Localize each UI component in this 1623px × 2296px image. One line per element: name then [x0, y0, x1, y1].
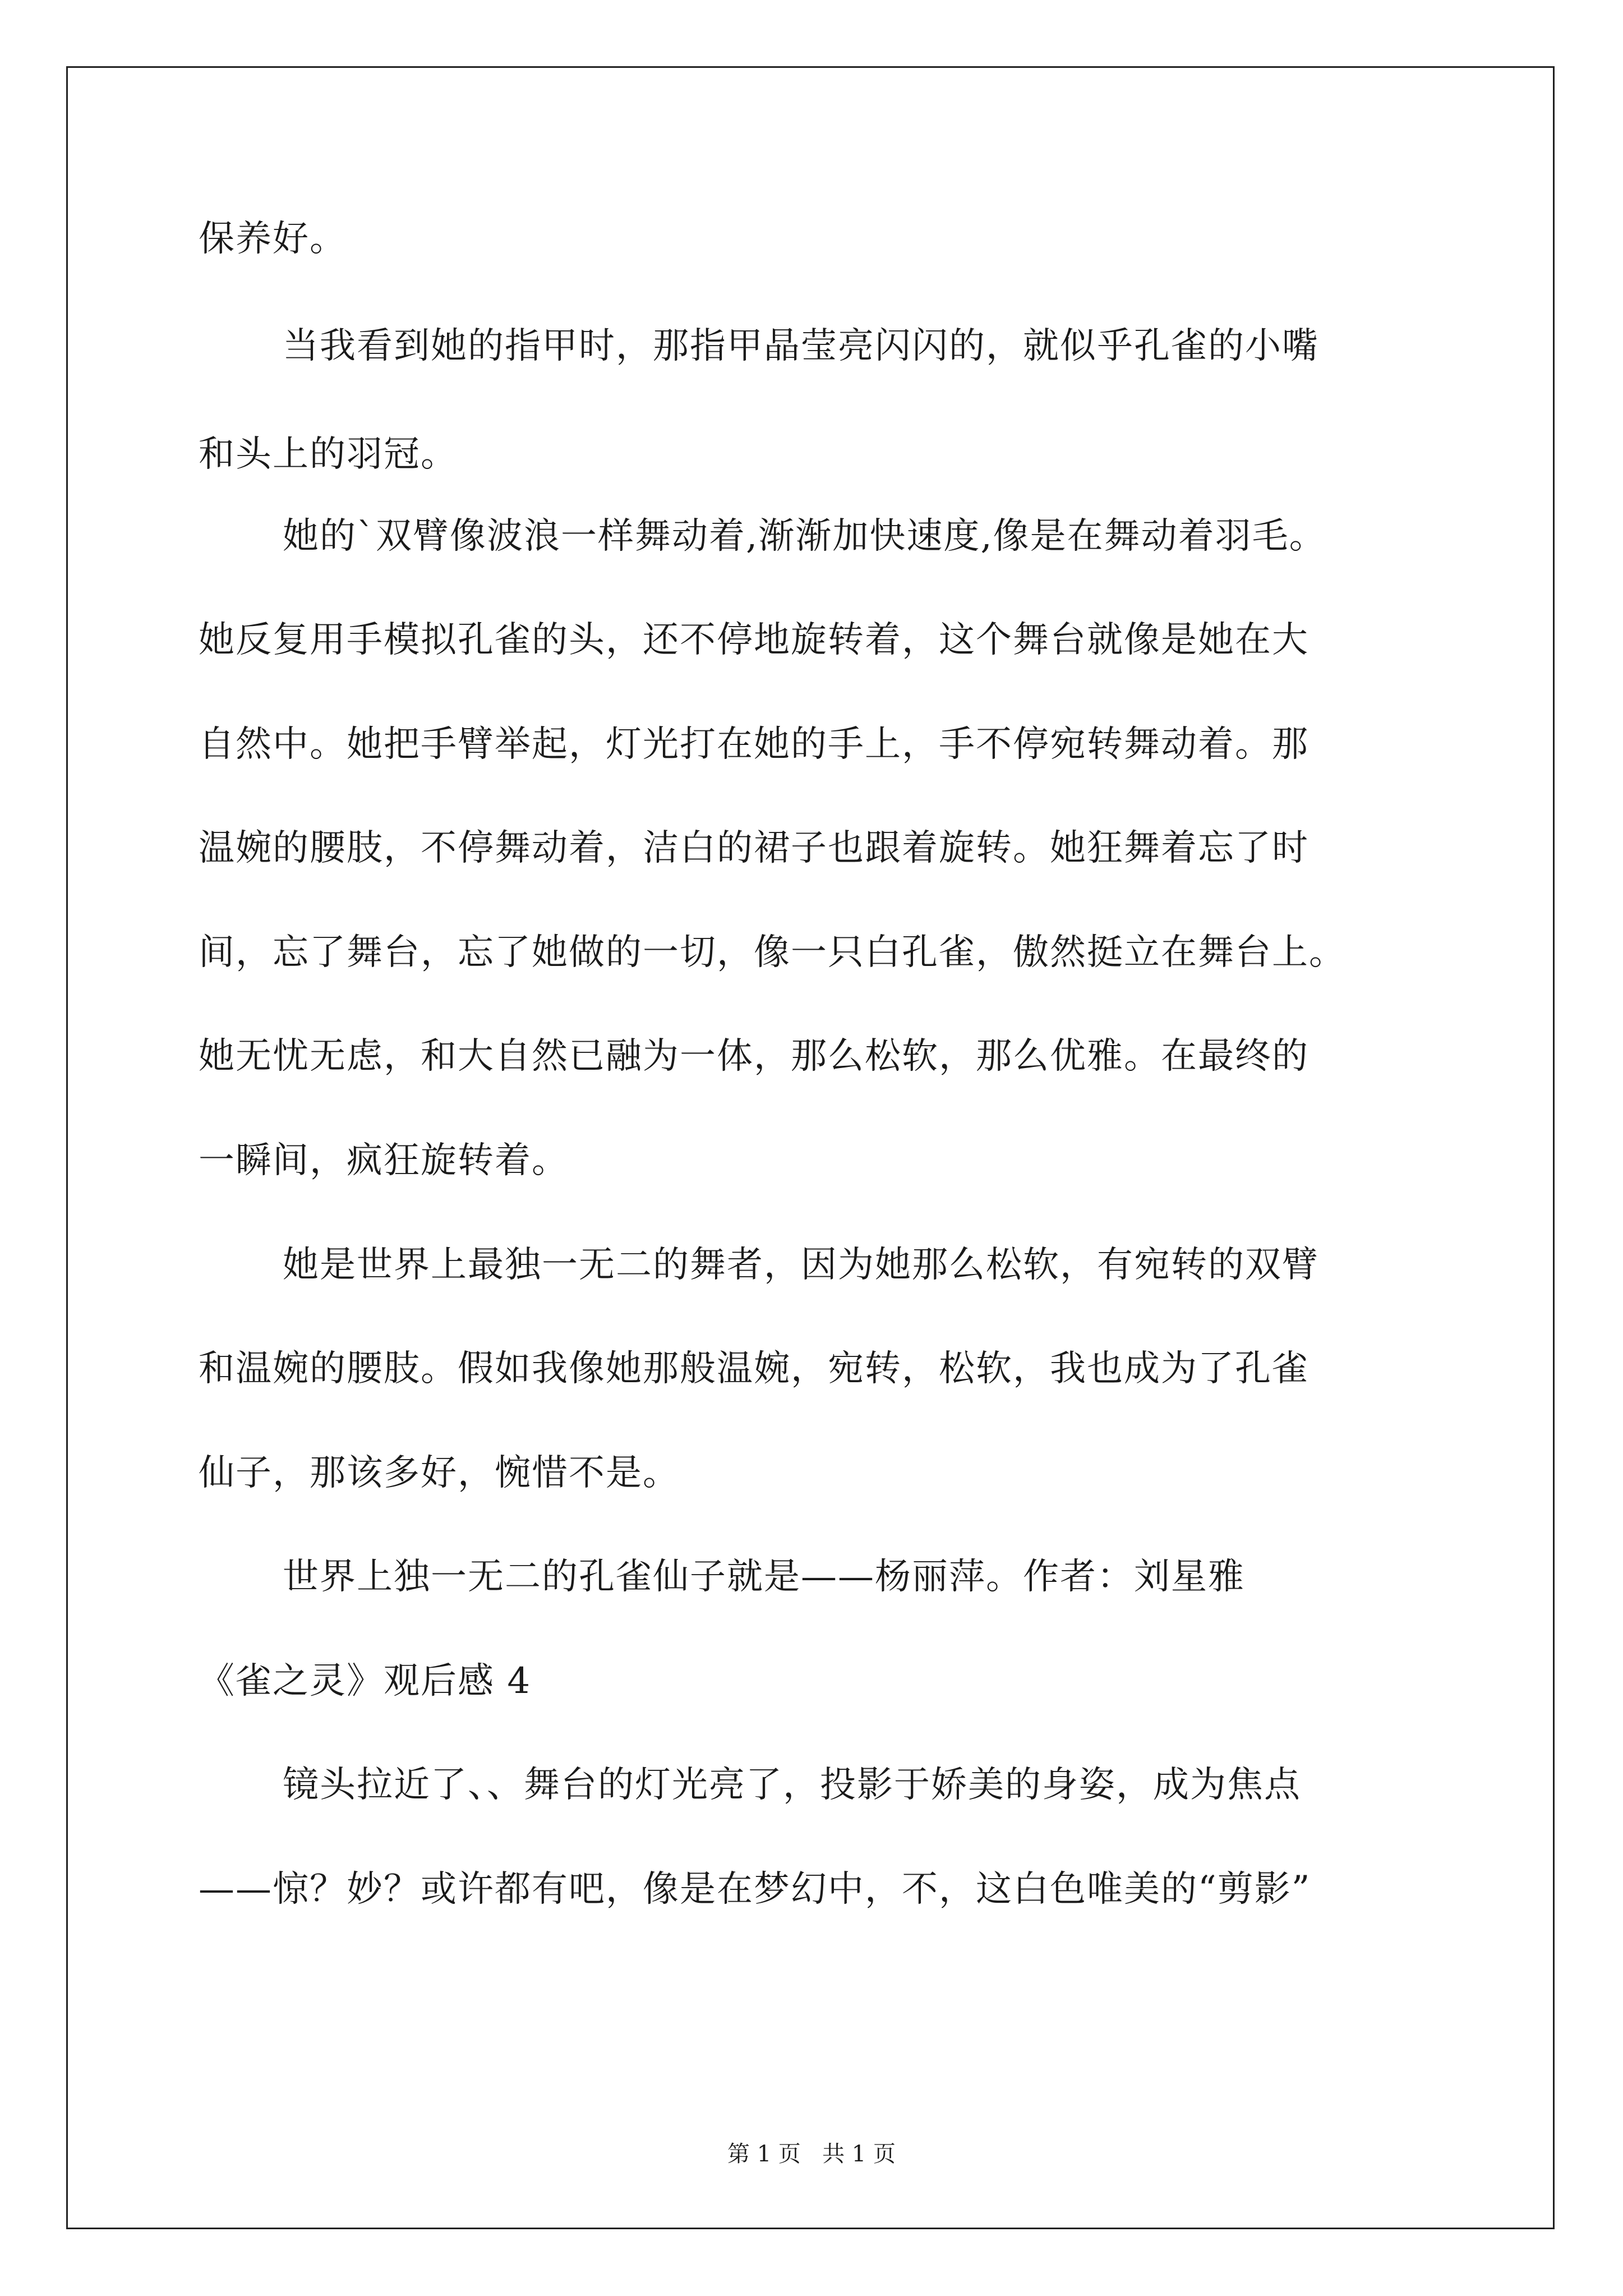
page-number: 第 1 页 共 1 页 [727, 2141, 896, 2167]
text-line-8: 间，忘了舞台，忘了她做的一切，像一只白孔雀，傲然挺立在舞台上。 [199, 932, 1346, 973]
text-line-16: 镜头拉近了、、舞台的灯光亮了，投影于娇美的身姿，成为焦点 [283, 1764, 1301, 1806]
text-line-2: 当我看到她的指甲时，那指甲晶莹亮闪闪的，就似乎孔雀的小嘴 [283, 325, 1319, 367]
text-line-17: ——惊？妙？或许都有吧，像是在梦幻中，不，这白色唯美的“剪影” [199, 1869, 1311, 1910]
text-line-3: 和头上的羽冠。 [199, 434, 458, 475]
text-line-7: 温婉的腰肢，不停舞动着，洁白的裙子也跟着旋转。她狂舞着忘了时 [199, 827, 1309, 869]
text-line-10: 一瞬间，疯狂旋转着。 [199, 1140, 569, 1181]
section-heading: 《雀之灵》观后感 4 [199, 1660, 532, 1702]
text-line-13: 仙子，那该多好，惋惜不是。 [199, 1452, 680, 1494]
text-line-6: 自然中。她把手臂举起，灯光打在她的手上，手不停宛转舞动着。那 [199, 724, 1309, 765]
text-line-9: 她无忧无虑，和大自然已融为一体，那么松软，那么优雅。在最终的 [199, 1036, 1309, 1077]
text-line-4: 她的`双臂像波浪一样舞动着,渐渐加快速度,像是在舞动着羽毛。 [283, 516, 1326, 557]
text-line-5: 她反复用手模拟孔雀的头，还不停地旋转着，这个舞台就像是她在大 [199, 619, 1309, 661]
text-line-1: 保养好。 [199, 218, 347, 260]
text-line-12: 和温婉的腰肢。假如我像她那般温婉，宛转，松软，我也成为了孔雀 [199, 1348, 1309, 1389]
text-line-11: 她是世界上最独一无二的舞者，因为她那么松软，有宛转的双臂 [283, 1244, 1319, 1286]
text-line-14: 世界上独一无二的孔雀仙子就是——杨丽萍。作者：刘星雅 [283, 1556, 1245, 1598]
